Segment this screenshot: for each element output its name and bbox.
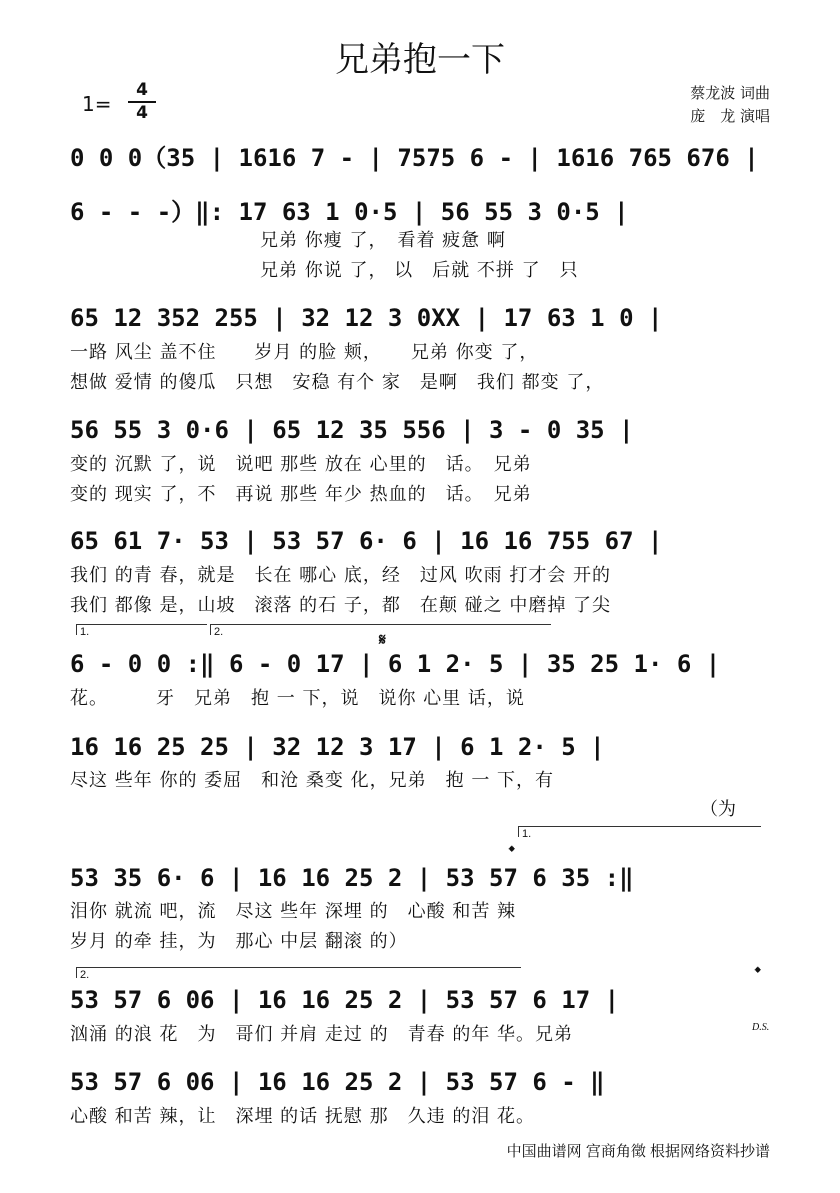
system-7-lyrics-1: 尽这 些年 你的 委屈 和沧 桑变 化，兄弟 抱 一 下，有 [70, 770, 555, 791]
system-5-lyrics-1: 我们 的青 春，就是 长在 哪心 底，经 过风 吹雨 打才会 开的 [70, 565, 612, 586]
coda-icon: 𝄌 [509, 842, 515, 861]
key-signature: 1= [82, 92, 112, 116]
lyricist-composer: 蔡龙波 词曲 [690, 84, 770, 102]
coda-icon-2: 𝄌 [755, 963, 761, 982]
system-7-lyrics-2: （为 [700, 799, 736, 820]
system-4-lyrics-1: 变的 沉默 了，说 说吧 那些 放在 心里的 话。 兄弟 [70, 454, 532, 475]
system-4-lyrics-2: 变的 现实 了，不 再说 那些 年少 热血的 话。 兄弟 [70, 484, 532, 505]
system-3-lyrics-1: 一路 风尘 盖不住 岁月 的脸 颊， 兄弟 你变 了， [70, 342, 539, 363]
system-10-lyrics-1: 心酸 和苦 辣，让 深埋 的话 抚慰 那 久违 的泪 花。 [70, 1106, 536, 1127]
second-ending-bracket-2 [76, 967, 521, 978]
system-9-lyrics-1: 汹涌 的浪 花 为 哥们 并肩 走过 的 青春 的年 华。兄弟 [70, 1024, 574, 1045]
credits [640, 82, 770, 128]
second-ending-label: 2. [214, 626, 224, 638]
first-ending-label: 1. [80, 626, 90, 638]
ds-marking: D.S. [752, 1022, 770, 1033]
segno-icon: 𝄋 [379, 630, 386, 649]
time-signature-top: 4 [136, 80, 148, 100]
first-ending-label-2: 1. [522, 828, 532, 840]
system-8-lyrics-2: 岁月 的牵 挂，为 那心 中层 翻滚 的） [70, 931, 408, 952]
first-ending-bracket [76, 624, 207, 635]
system-5-lyrics-2: 我们 都像 是，山坡 滚落 的石 子，都 在颠 碰之 中磨掉 了尖 [70, 595, 612, 616]
system-3-notes: 65 12 352 255 | 32 12 3 0XX | 17 63 1 0 | [70, 304, 663, 332]
time-signature [128, 80, 156, 124]
system-9-notes: 53 57 6 06 | 16 16 25 2 | 53 57 6 17 | [70, 986, 620, 1014]
footer-credit: 中国曲谱网 宫商角徵 根据网络资料抄谱 [506, 1143, 770, 1160]
system-3-lyrics-2: 想做 爱情 的傻瓜 只想 安稳 有个 家 是啊 我们 都变 了， [70, 372, 605, 393]
system-10-notes: 53 57 6 06 | 16 16 25 2 | 53 57 6 - ‖ [70, 1068, 605, 1096]
system-1-notes: 0 0 0（35 | 1616 7 - | 7575 6 - | 1616 765 676 | [70, 144, 759, 172]
system-2-notes: 6 - - -）‖: 17 63 1 0·5 | 56 55 3 0·5 | [70, 198, 629, 226]
second-ending-label-2: 2. [80, 969, 90, 981]
time-signature-bottom: 4 [128, 101, 156, 124]
system-2-lyrics-1: 兄弟 你瘦 了， 看着 疲惫 啊 [260, 230, 506, 251]
song-title: 兄弟抱一下 [335, 40, 505, 80]
system-2-lyrics-2: 兄弟 你说 了， 以 后就 不拼 了 只 [260, 260, 579, 281]
system-7-notes: 16 16 25 25 | 32 12 3 17 | 6 1 2· 5 | [70, 733, 605, 761]
system-6-lyrics-1: 花。 牙 兄弟 抱 一 下，说 说你 心里 话，说 [70, 688, 525, 709]
system-8-lyrics-1: 泪你 就流 吧，流 尽这 些年 深埋 的 心酸 和苦 辣 [70, 901, 517, 922]
system-8-notes: 53 35 6· 6 | 16 16 25 2 | 53 57 6 35 :‖ [70, 864, 634, 892]
system-6-notes: 6 - 0 0 :‖ 6 - 0 17 | 6 1 2· 5 | 35 25 1· 6 | [70, 650, 721, 678]
system-4-notes: 56 55 3 0·6 | 65 12 35 556 | 3 - 0 35 | [70, 416, 634, 444]
system-5-notes: 65 61 7· 53 | 53 57 6· 6 | 16 16 755 67 | [70, 527, 663, 555]
singer: 庞 龙 演唱 [690, 107, 770, 125]
first-ending-bracket-2 [518, 826, 761, 837]
